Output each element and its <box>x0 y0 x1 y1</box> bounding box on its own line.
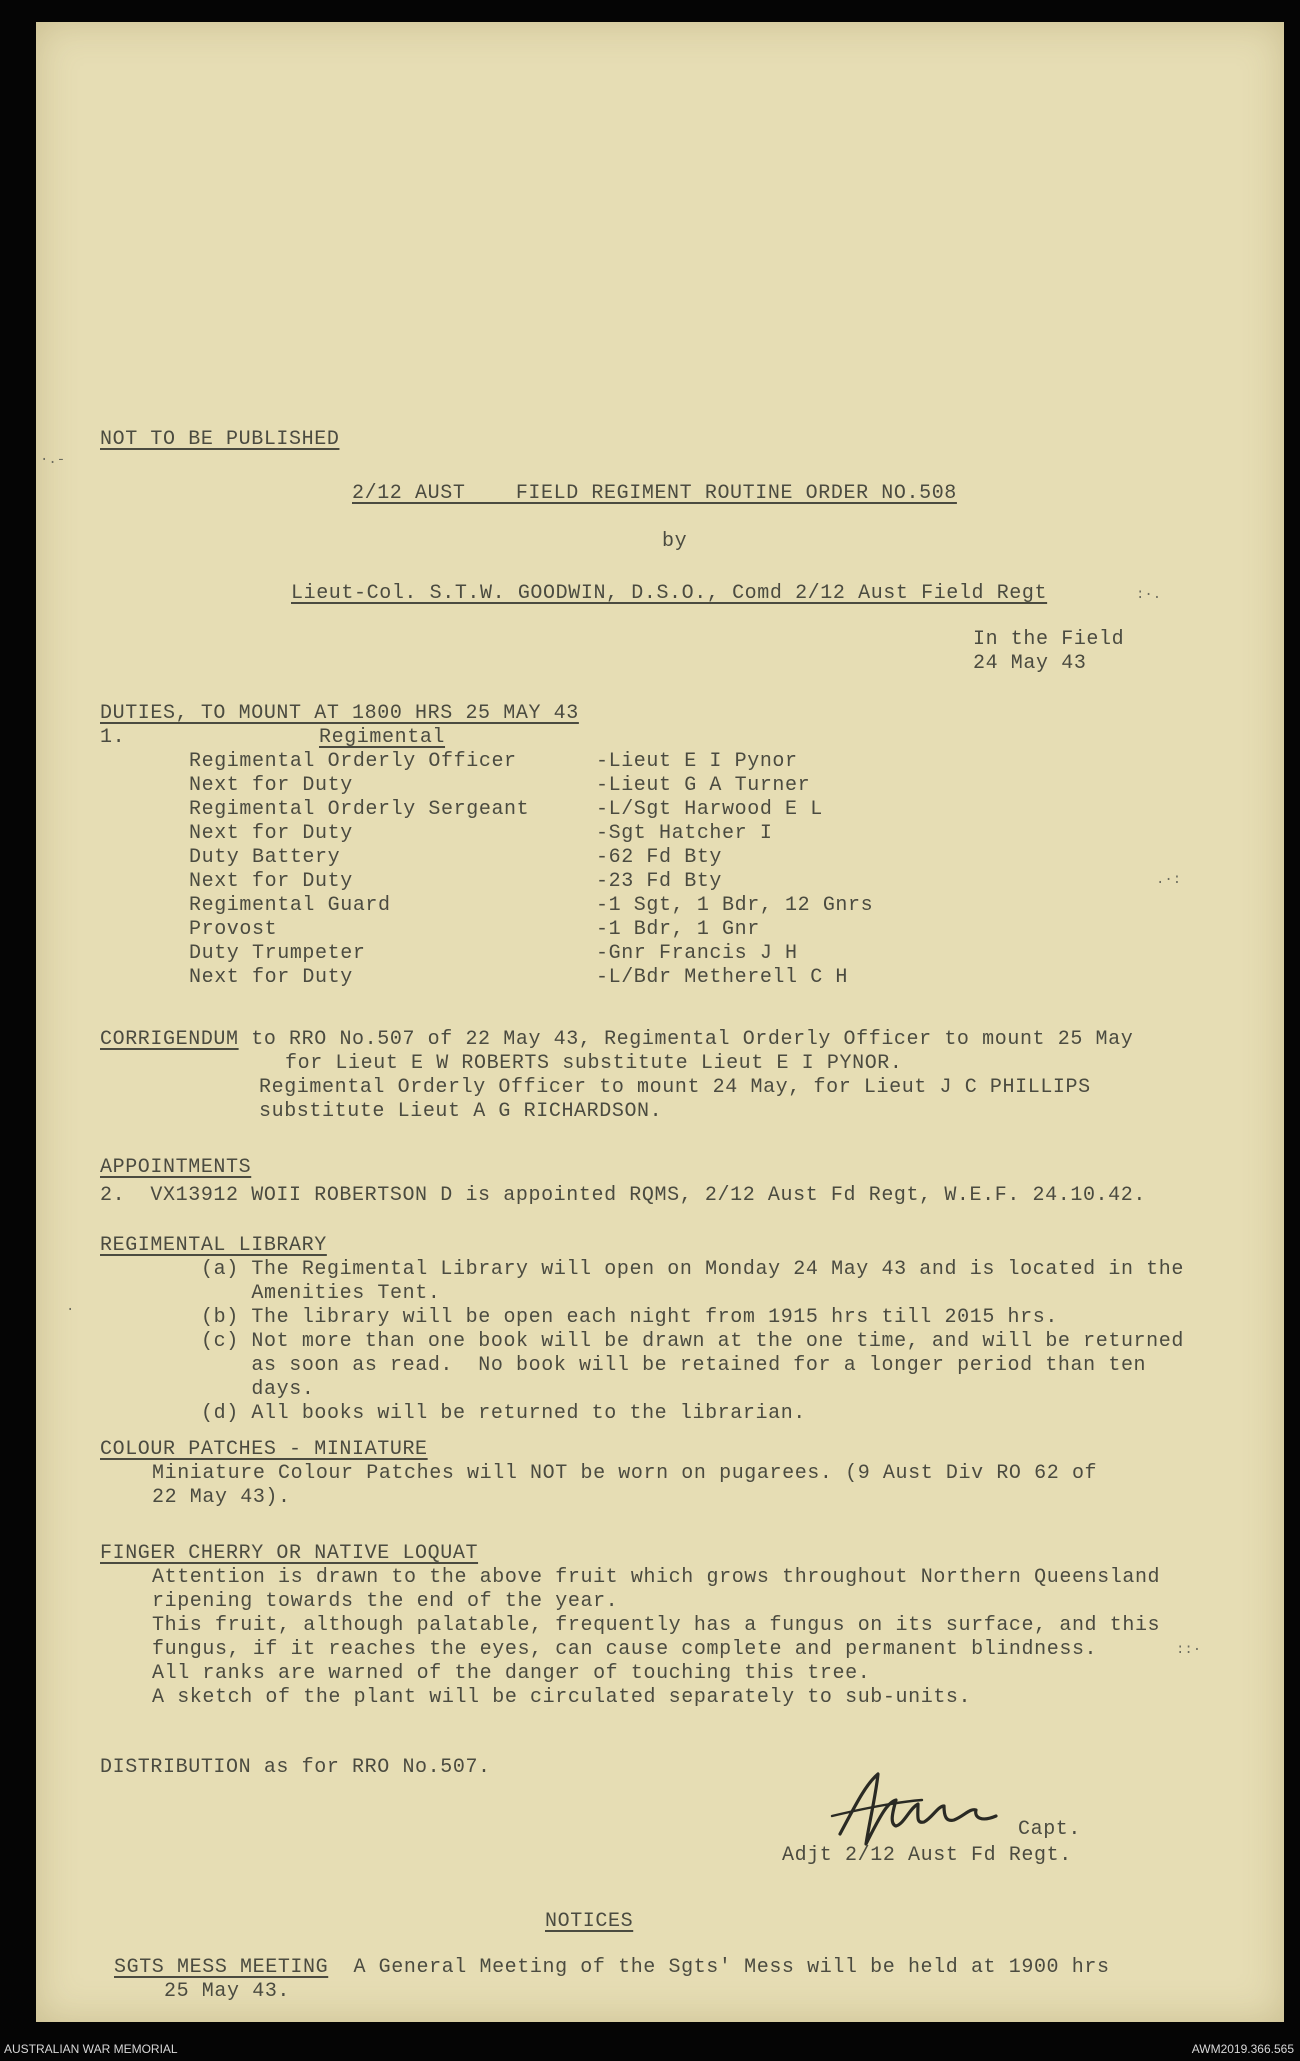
duties-number: 1. <box>100 726 126 749</box>
finger-cherry-line: All ranks are warned of the danger of touching this tree. <box>152 1662 871 1685</box>
duties-heading: DUTIES, TO MOUNT AT 1800 HRS 25 MAY 43 <box>100 702 579 725</box>
corrigendum-line-4: substitute Lieut A G RICHARDSON. <box>259 1100 663 1123</box>
duty-row-label: Next for Duty <box>189 822 353 845</box>
duty-row-value: -23 Fd Bty <box>596 870 723 893</box>
duty-row-value: -1 Sgt, 1 Bdr, 12 Gnrs <box>596 894 874 917</box>
margin-speck: :·. <box>1136 587 1162 603</box>
finger-cherry-line: ripening towards the end of the year. <box>152 1590 619 1613</box>
corrigendum-text-1: to RRO No.507 of 22 May 43, Regimental Orderly Officer to mount 25 May <box>238 1028 1134 1051</box>
margin-speck: ::· <box>1176 1642 1202 1658</box>
duty-row-value: -Gnr Francis J H <box>596 942 798 965</box>
restriction-heading: NOT TO BE PUBLISHED <box>100 428 340 451</box>
finger-cherry-heading: FINGER CHERRY OR NATIVE LOQUAT <box>100 1542 479 1565</box>
library-line: (c) Not more than one book will be drawn at the one time, and will be returned <box>201 1330 1184 1353</box>
duty-row-label: Duty Trumpeter <box>189 942 366 965</box>
duty-row-label: Duty Battery <box>189 846 341 869</box>
margin-speck: .·: <box>1156 872 1182 888</box>
mess-text: A General Meeting of the Sgts' Mess will be held at 1900 hrs <box>353 1956 1110 1979</box>
corrigendum-heading: CORRIGENDUM <box>100 1028 239 1051</box>
duty-row-label: Regimental Guard <box>189 894 391 917</box>
library-line: (b) The library will be open each night from 1915 hrs till 2015 hrs. <box>201 1306 1058 1329</box>
duty-row-value: -Lieut E I Pynor <box>596 750 798 773</box>
order-title: 2/12 AUST FIELD REGIMENT ROUTINE ORDER NO.508 <box>352 482 957 505</box>
mess-date: 25 May 43. <box>164 1980 291 2003</box>
library-line: Amenities Tent. <box>201 1282 441 1305</box>
signoff-title: Adjt 2/12 Aust Fd Regt. <box>782 1844 1072 1867</box>
footer-right: AWM2019.366.565 <box>1191 2042 1294 2056</box>
duty-row-label: Next for Duty <box>189 870 353 893</box>
colour-patches-line-1: Miniature Colour Patches will NOT be worn on pugarees. (9 Aust Div RO 62 of <box>152 1462 1098 1485</box>
finger-cherry-line: Attention is drawn to the above fruit which grows throughout Northern Queensland <box>152 1566 1161 1589</box>
mess-line <box>114 1956 1110 1980</box>
by-line: by <box>662 530 688 553</box>
duty-row-label: Next for Duty <box>189 966 353 989</box>
footer-left: AUSTRALIAN WAR MEMORIAL <box>4 2042 178 2056</box>
duty-row-value: -62 Fd Bty <box>596 846 723 869</box>
finger-cherry-line: A sketch of the plant will be circulated separately to sub-units. <box>152 1686 972 1709</box>
duties-subheading: Regimental <box>319 726 446 749</box>
duty-row-label: Provost <box>189 918 278 941</box>
colour-patches-line-2: 22 May 43). <box>152 1486 291 1509</box>
signature-mark <box>826 1764 1016 1854</box>
library-line: (a) The Regimental Library will open on Monday 24 May 43 and is located in the <box>201 1258 1184 1281</box>
duty-row-value: -Sgt Hatcher I <box>596 822 773 845</box>
appointments-heading: APPOINTMENTS <box>100 1156 252 1179</box>
mess-heading: SGTS MESS MEETING <box>114 1956 329 1979</box>
signoff-rank: Capt. <box>1018 1818 1082 1841</box>
duty-row-value: -L/Bdr Metherell C H <box>596 966 849 989</box>
colour-patches-heading: COLOUR PATCHES - MINIATURE <box>100 1438 428 1461</box>
distribution-line: DISTRIBUTION as for RRO No.507. <box>100 1756 491 1779</box>
margin-speck: · <box>66 1302 75 1318</box>
library-line: days. <box>201 1378 315 1401</box>
duty-row-value: -1 Bdr, 1 Gnr <box>596 918 760 941</box>
corrigendum-line-2: for Lieut E W ROBERTS substitute Lieut E I PYNOR. <box>285 1052 903 1075</box>
library-line: (d) All books will be returned to the librarian. <box>201 1402 806 1425</box>
duty-row-label: Regimental Orderly Officer <box>189 750 517 773</box>
appointments-line: 2. VX13912 WOII ROBERTSON D is appointed RQMS, 2/12 Aust Fd Regt, W.E.F. 24.10.42. <box>100 1184 1146 1207</box>
archive-footer <box>0 2038 1300 2061</box>
duty-row-value: -Lieut G A Turner <box>596 774 811 797</box>
commander-line: Lieut-Col. S.T.W. GOODWIN, D.S.O., Comd 2/12 Aust Field Regt <box>291 582 1048 605</box>
finger-cherry-line: fungus, if it reaches the eyes, can cause complete and permanent blindness. <box>152 1638 1098 1661</box>
margin-speck: ·.- <box>40 452 66 468</box>
duty-row-label: Next for Duty <box>189 774 353 797</box>
library-line: as soon as read. No book will be retained for a longer period than ten <box>201 1354 1147 1377</box>
duty-row-label: Regimental Orderly Sergeant <box>189 798 530 821</box>
finger-cherry-line: This fruit, although palatable, frequently has a fungus on its surface, and this <box>152 1614 1161 1637</box>
corrigendum-line-1 <box>100 1028 1133 1052</box>
library-heading: REGIMENTAL LIBRARY <box>100 1234 327 1257</box>
corrigendum-line-3: Regimental Orderly Officer to mount 24 May, for Lieut J C PHILLIPS <box>259 1076 1091 1099</box>
date-line: 24 May 43 <box>973 652 1087 675</box>
notices-heading: NOTICES <box>545 1910 634 1933</box>
document-page <box>36 22 1284 2022</box>
place-line: In the Field <box>973 628 1125 651</box>
duty-row-value: -L/Sgt Harwood E L <box>596 798 823 821</box>
